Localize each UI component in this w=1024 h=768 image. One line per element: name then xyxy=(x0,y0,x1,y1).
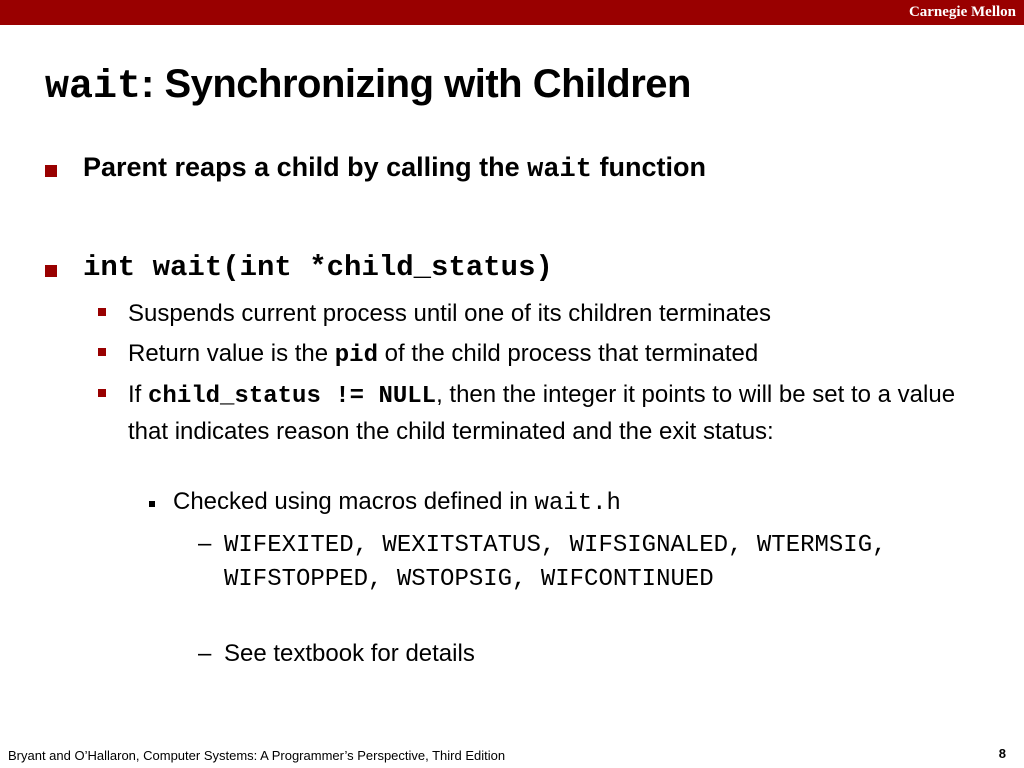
macro-list: WIFEXITED, WEXITSTATUS, WIFSIGNALED, WTERMSIG, WIFSTOPPED, WSTOPSIG, WIFCONTINUED xyxy=(224,532,887,593)
sub-bullet-square-icon xyxy=(98,348,106,356)
top-banner xyxy=(0,0,1024,25)
sub-bullet-square-icon xyxy=(98,389,106,397)
footer-citation: Bryant and O’Hallaron, Computer Systems: A Programmer’s Perspective, Third Edition xyxy=(8,748,506,763)
bullet-text: function xyxy=(591,152,706,182)
sub-bullet-text: of the child process that terminated xyxy=(378,340,759,367)
child-status-code: child_status != NULL xyxy=(148,383,437,410)
bullet-square-icon xyxy=(45,165,57,177)
sub-bullet-child-status xyxy=(128,377,958,449)
small-square-icon xyxy=(149,501,155,507)
sub-sub-bullet-macros xyxy=(173,488,621,517)
dash-marker: – xyxy=(198,640,212,667)
bullet-wait-signature xyxy=(83,251,553,284)
title-code: wait xyxy=(45,65,142,110)
sub-bullet-text: , then the integer it points to will be set to a value that indicates reason the child terminated and the exit status: xyxy=(128,381,956,445)
sub-bullet-return-value xyxy=(128,336,958,373)
title-text: : Synchronizing with Children xyxy=(141,62,691,106)
bullet-parent-reaps xyxy=(83,152,706,185)
sub-bullet-text: If xyxy=(128,381,149,408)
signature-code: int wait(int *child_status) xyxy=(83,251,553,284)
page-number: 8 xyxy=(998,746,1006,761)
dash-marker: – xyxy=(198,530,212,557)
macros-text: Checked using macros defined in xyxy=(173,488,535,515)
bullet-square-icon xyxy=(45,265,57,277)
bullet-code: wait xyxy=(527,155,592,185)
see-textbook: See textbook for details xyxy=(224,640,475,667)
brand-label: Carnegie Mellon xyxy=(908,4,1016,20)
pid-code: pid xyxy=(334,342,378,369)
sub-bullet-text: Return value is the xyxy=(128,340,335,367)
slide-title xyxy=(45,62,691,110)
sub-bullet-suspends: Suspends current process until one of its children terminates xyxy=(128,300,771,327)
bullet-text: Parent reaps a child by calling the xyxy=(83,152,528,182)
wait-h-code: wait.h xyxy=(534,490,621,517)
sub-bullet-square-icon xyxy=(98,308,106,316)
